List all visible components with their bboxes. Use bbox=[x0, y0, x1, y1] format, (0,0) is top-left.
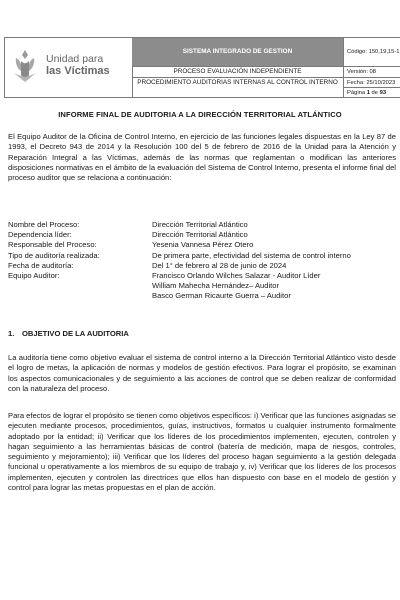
info-row bbox=[8, 261, 398, 271]
document-date: Fecha: 25/10/2023 bbox=[344, 77, 400, 87]
info-label: Tipo de auditoría realizada: bbox=[8, 250, 100, 260]
specific-objectives-paragraph: Para efectos de lograr el propósito se tienen como objetivos específicos: i) Verificar que las funciones asignadas se ejecuten mediante procesos, procedimientos, guías, instructivos, formatos u cualquier instrumento formalmente adoptado por la entidad; ii) Verificar que los líderes de los procedimientos implementen, ejecuten, controlen y hagan seguimiento a las herramientas básicas de control (batería de medición, mapa de riesgos, controles, seguimiento y mejoramiento); iii) Verificar que los líderes del proceso hagan seguimiento a la gestión delegada funcional u operativamente a los miembros de su equipo de trabajo y, iv) Verificar que los líderes de los procesos implementen, ejecuten y controlen las directrices que ellos han dispuesto con base en el modelo de gestión y control para lograr las metas propuestas en el plan de acción. bbox=[8, 411, 396, 493]
document-version: Versión: 08 bbox=[344, 66, 400, 76]
info-row bbox=[8, 281, 398, 291]
header-titles bbox=[132, 38, 343, 97]
report-title: INFORME FINAL DE AUDITORIA A LA DIRECCIÓN TERRITORIAL ATLÁNTICO bbox=[58, 110, 342, 119]
logo-line-2: las Víctimas bbox=[46, 65, 110, 77]
procedure-name: PROCEDIMIENTO AUDITORIAS INTERNAS AL CONTROL INTERNO bbox=[132, 77, 343, 97]
document-code: Código: 150,19,15-1 bbox=[347, 49, 400, 55]
section-title: OBJETIVO DE LA AUDITORIA bbox=[22, 329, 129, 338]
info-label: Responsable del Proceso: bbox=[8, 240, 97, 250]
page-current: 1 bbox=[366, 90, 370, 96]
document-header bbox=[4, 37, 400, 98]
header-metadata bbox=[343, 38, 400, 97]
info-row bbox=[8, 251, 398, 261]
info-value: Basco German Ricaurte Guerra – Auditor bbox=[152, 291, 291, 301]
info-label: Nombre del Proceso: bbox=[8, 220, 80, 229]
info-label: Dependencia líder: bbox=[8, 230, 72, 240]
info-value: Del 1° de febrero al 28 de junio de 2024 bbox=[152, 260, 287, 270]
logo-line-1: Unidad para bbox=[46, 53, 104, 65]
logo-text bbox=[46, 53, 110, 77]
info-value: Dirección Territorial Atlántico bbox=[152, 230, 248, 240]
info-label: Fecha de auditoría: bbox=[8, 260, 74, 270]
page-label: Página bbox=[347, 90, 366, 96]
info-value: Francisco Orlando Wilches Salazar - Auditor Líder bbox=[152, 271, 321, 281]
info-value: William Mahecha Hernández– Auditor bbox=[152, 281, 280, 291]
organization-logo bbox=[5, 38, 133, 97]
info-row bbox=[8, 220, 398, 230]
info-row bbox=[8, 240, 398, 250]
info-value: De primera parte, efectividad del sistema de control interno bbox=[152, 250, 351, 260]
info-row bbox=[8, 291, 398, 301]
victims-unit-emblem-icon bbox=[12, 49, 38, 83]
info-value: Yesenia Vannesa Pérez Otero bbox=[152, 240, 254, 250]
info-label bbox=[8, 291, 152, 301]
objective-paragraph: La auditoría tiene como objetivo evaluar el sistema de control interno a la Dirección Territorial Atlántico visto desde el logro de metas, la aplicación de normas y modelos de gestión efectivos. Para lograr el propósito, se examinan los aspectos comunicacionales y de seguimiento a las acciones de control que se deben realizar de conformidad con la naturaleza del proceso. bbox=[8, 353, 396, 393]
intro-paragraph: El Equipo Auditor de la Oficina de Control Interno, en ejercicio de las funciones legales dispuestas en la Ley 87 de 1993, el Decreto 943 de 2014 y la Resolución 100 del 5 de febrero de 2016 de la Unidad para la Atención y Reparación Integral a las Víctimas, además de las normas que reglamentan o modifican las anteriores disposiciones normativas en el ámbito de la evaluación del Sistema de Control Interno, presenta el informe final del proceso auditor que se relaciona a continuación: bbox=[8, 132, 396, 183]
info-value: Dirección Territorial Atlántico bbox=[152, 220, 248, 229]
system-title: SISTEMA INTEGRADO DE GESTION bbox=[132, 38, 343, 66]
section-number: 1. bbox=[8, 329, 15, 338]
process-name: PROCESO EVALUACIÓN INDEPENDIENTE bbox=[132, 66, 343, 77]
info-label bbox=[8, 281, 152, 291]
page-of: de bbox=[371, 90, 378, 96]
audit-info-list bbox=[8, 220, 398, 302]
info-label: Equipo Auditor: bbox=[8, 271, 60, 281]
info-row bbox=[8, 271, 398, 281]
page-total: 93 bbox=[379, 90, 387, 96]
page-indicator bbox=[344, 87, 400, 97]
info-row bbox=[8, 230, 398, 240]
section-heading bbox=[8, 329, 129, 338]
